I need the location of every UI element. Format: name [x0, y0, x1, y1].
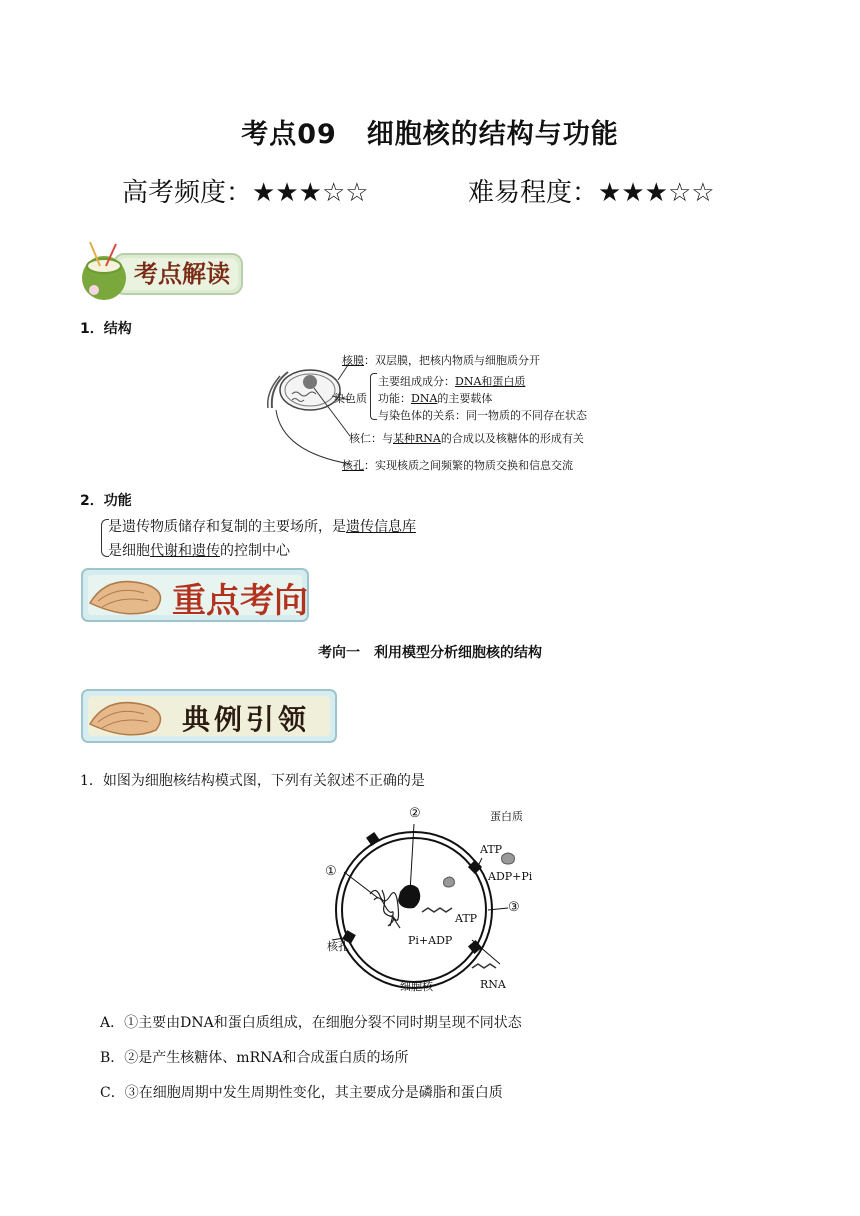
frequency-label: 高考频度：	[122, 178, 253, 208]
difficulty-label: 难易程度：	[468, 178, 599, 208]
fig-label-adp-bottom: Pi+ADP	[408, 934, 453, 947]
membrane-term: 核膜	[342, 354, 364, 367]
membrane-line	[342, 352, 540, 368]
frequency-rating	[122, 172, 369, 209]
title-main: 细胞核的结构与功能	[366, 119, 619, 150]
pore-line	[342, 457, 573, 473]
chromatin-composition	[378, 373, 525, 389]
fig-label-2: ②	[409, 806, 421, 821]
function-line-1	[108, 516, 416, 536]
page-title	[0, 112, 860, 151]
difficulty-rating	[468, 172, 715, 209]
function-desc: 的主要载体	[437, 392, 493, 405]
chromatin-label: 染色质	[334, 392, 367, 405]
fig-label-pore: 核孔	[327, 940, 349, 953]
fig-label-nucleus: 细胞核	[400, 980, 433, 993]
function-line-2	[108, 540, 290, 560]
fig-label-atp-bottom: ATP	[455, 912, 478, 925]
difficulty-stars: ★★★☆☆	[598, 178, 715, 208]
option-c: C．③在细胞周期中发生周期性变化，其主要成分是磷脂和蛋白质	[100, 1085, 503, 1101]
fig-label-rna: RNA	[480, 978, 506, 991]
banner-label: 考点解读	[134, 259, 230, 288]
fig-label-adp-top: ADP+Pi	[488, 870, 533, 883]
fig-label-3: ③	[508, 900, 520, 915]
function-2-tail: 的控制中心	[220, 543, 290, 559]
banner-label: 重点考向	[172, 581, 308, 621]
question-stem: 1．如图为细胞核结构模式图，下列有关叙述不正确的是	[80, 773, 425, 789]
title-prefix: 考点09	[241, 119, 337, 150]
banner-zhongdian-kaoxiang	[78, 563, 312, 627]
fig-label-1: ①	[325, 864, 337, 879]
banner-dianli-yinling	[78, 684, 340, 748]
banner-kaodian-jiedu	[78, 240, 246, 300]
function-2-key: 代谢和遗传	[150, 543, 220, 559]
banner-label: 典例引领	[182, 703, 311, 736]
fig-label-protein: 蛋白质	[490, 810, 523, 823]
chromatin-relation: 与染色体的关系：同一物质的不同存在状态	[378, 409, 587, 422]
pore-desc: ：实现核质之间频繁的物质交换和信息交流	[364, 459, 573, 472]
function-dna: DNA	[411, 392, 438, 405]
composition-value: DNA和蛋白质	[455, 375, 526, 388]
nucleolus-line	[349, 430, 584, 446]
function-2-text: 是细胞	[108, 543, 150, 559]
option-a: A．①主要由DNA和蛋白质组成，在细胞分裂不同时期呈现不同状态	[100, 1015, 522, 1031]
function-1-text: 是遗传物质储存和复制的主要场所，是	[108, 519, 346, 535]
pore-term: 核孔	[342, 459, 364, 472]
nucleolus-label: 核仁：与	[349, 432, 393, 445]
nucleolus-desc: 的合成以及核糖体的形成有关	[440, 432, 584, 445]
function-1-key: 遗传信息库	[346, 519, 416, 535]
membrane-desc: ：双层膜，把核内物质与细胞质分开	[364, 354, 540, 367]
chromatin-brace	[370, 373, 377, 420]
kaoxiang-heading: 考向一 利用模型分析细胞核的结构	[318, 645, 542, 661]
nucleus-structure-sketch	[262, 352, 352, 474]
nucleolus-rna: 某种RNA	[393, 432, 441, 445]
chromatin-function	[378, 390, 492, 406]
fig-label-atp-top: ATP	[480, 843, 503, 856]
option-b: B．②是产生核糖体、mRNA和合成蛋白质的场所	[100, 1050, 409, 1066]
section-heading-function: 2．功能	[80, 493, 132, 509]
frequency-stars: ★★★☆☆	[252, 178, 369, 208]
composition-label: 主要组成成分：	[378, 375, 455, 388]
function-label: 功能：	[378, 392, 411, 405]
section-heading-structure: 1．结构	[80, 321, 132, 337]
